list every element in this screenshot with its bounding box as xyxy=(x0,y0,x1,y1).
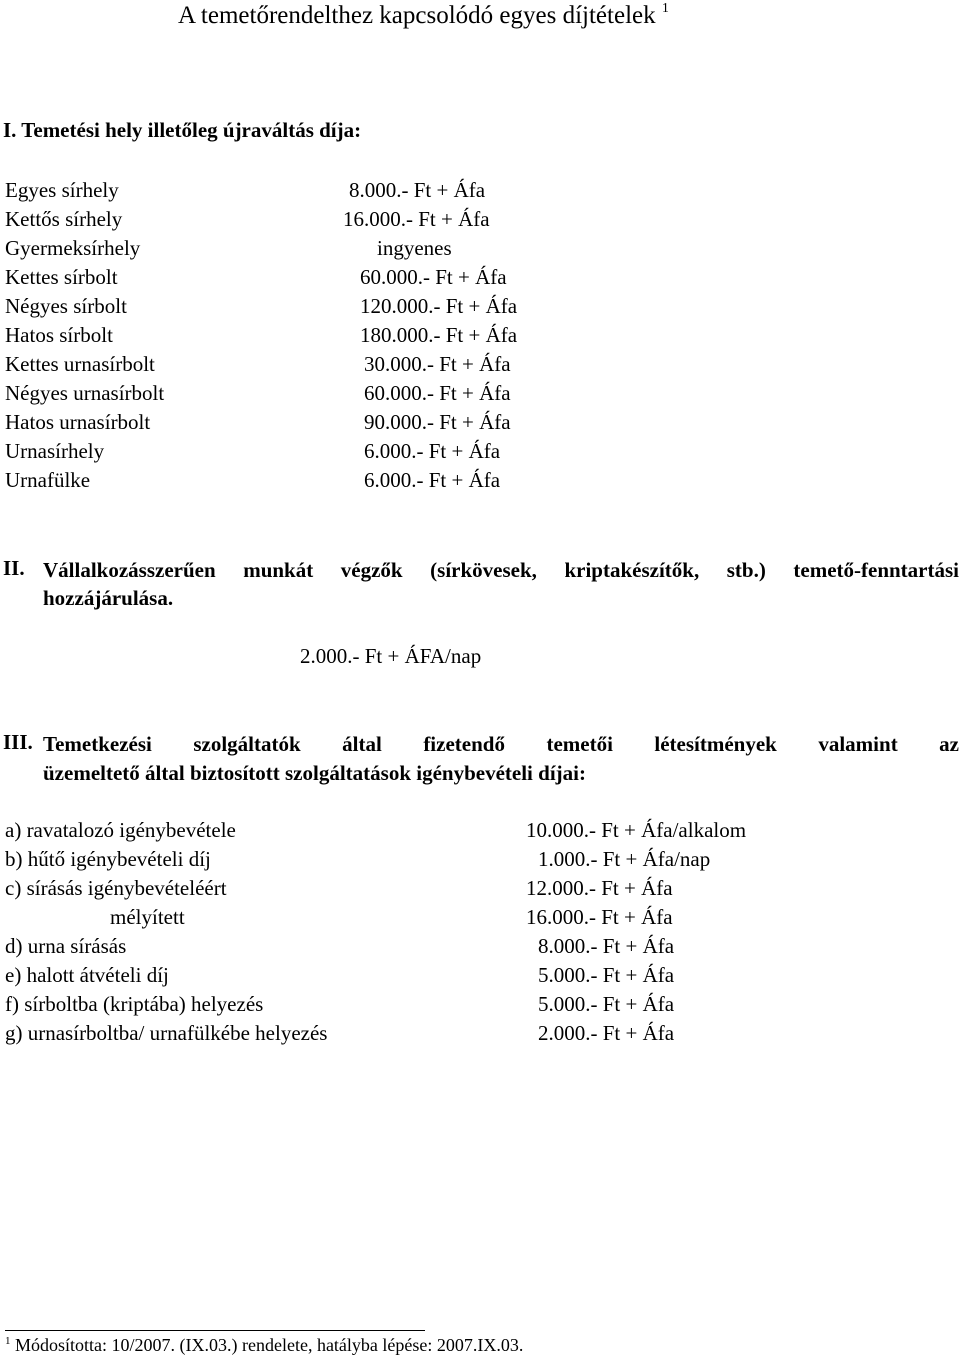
section3-label: e) halott átvételi díj xyxy=(5,963,169,987)
section1-label: Gyermeksírhely xyxy=(5,236,141,260)
section1-label: Négyes urnasírbolt xyxy=(5,381,165,405)
section1-label: Hatos urnasírbolt xyxy=(5,410,151,434)
title-footnote-mark: 1 xyxy=(661,0,669,16)
section1-value: 180.000.- Ft + Áfa xyxy=(360,323,518,347)
section2-value: 2.000.- Ft + ÁFA/nap xyxy=(300,644,482,668)
section3-heading-line1 xyxy=(43,730,959,759)
section1-label: Urnasírhely xyxy=(5,439,105,463)
section1-value: 120.000.- Ft + Áfa xyxy=(360,294,518,318)
section3-label: c) sírásás igénybevételéért xyxy=(5,876,227,900)
section3-value: 8.000.- Ft + Áfa xyxy=(538,934,675,958)
section3-label: a) ravatalozó igénybevétele xyxy=(5,818,236,842)
section1-value: 30.000.- Ft + Áfa xyxy=(364,352,511,376)
section2-number: II. xyxy=(3,556,25,580)
footnote-mark: 1 xyxy=(5,1335,11,1347)
section1-value: 6.000.- Ft + Áfa xyxy=(364,468,501,492)
section1-value: 60.000.- Ft + Áfa xyxy=(360,265,507,289)
section1-value: 6.000.- Ft + Áfa xyxy=(364,439,501,463)
section1-heading: I. Temetési hely illetőleg újraváltás díja: xyxy=(3,118,362,142)
section1-label: Hatos sírbolt xyxy=(5,323,113,347)
section2-heading: Vállalkozásszerűen munkát végzők (sírkövesek, kriptakészítők, stb.) temető-fenntartási hozzájárulása. xyxy=(43,558,959,610)
section3-heading-line1-text: Temetkezési szolgáltatók által fizetendő temetői létesítmények valamint az xyxy=(43,732,959,756)
footnote-text: Módosította: 10/2007. (IX.03.) rendelete, hatályba lépése: 2007.IX.03. xyxy=(15,1335,524,1355)
section1-value: 60.000.- Ft + Áfa xyxy=(364,381,511,405)
section3-values xyxy=(500,816,746,1048)
section3-heading xyxy=(43,730,959,788)
section3-label: b) hűtő igénybevételi díj xyxy=(5,847,211,871)
section1-label: Kettes urnasírbolt xyxy=(5,352,155,376)
section3-labels xyxy=(5,816,327,1048)
section1-value: 16.000.- Ft + Áfa xyxy=(343,207,490,231)
section3-value: 10.000.- Ft + Áfa/alkalom xyxy=(526,818,747,842)
section3-label: mélyített xyxy=(110,905,185,929)
document-title xyxy=(178,2,669,30)
section3-value: 5.000.- Ft + Áfa xyxy=(538,963,675,987)
section1-values xyxy=(343,176,589,495)
section1-label: Urnafülke xyxy=(5,468,91,492)
section1-label: Egyes sírhely xyxy=(5,178,119,202)
section1-label: Négyes sírbolt xyxy=(5,294,127,318)
section1-value: 90.000.- Ft + Áfa xyxy=(364,410,511,434)
section1-value: ingyenes xyxy=(377,236,452,260)
title-text: A temetőrendelthez kapcsolódó egyes díjtételek xyxy=(178,2,656,29)
section1-label: Kettős sírhely xyxy=(5,207,123,231)
section3-label: g) urnasírboltba/ urnafülkébe helyezés xyxy=(5,1021,328,1045)
section3-number: III. xyxy=(3,730,33,754)
section3-value: 2.000.- Ft + Áfa xyxy=(538,1021,675,1045)
section3-value: 5.000.- Ft + Áfa xyxy=(538,992,675,1016)
section3-label: f) sírboltba (kriptába) helyezés xyxy=(5,992,264,1016)
section1-value: 8.000.- Ft + Áfa xyxy=(349,178,486,202)
footnote-separator xyxy=(5,1330,425,1331)
section3-label: d) urna sírásás xyxy=(5,934,127,958)
section3-value: 16.000.- Ft + Áfa xyxy=(526,905,673,929)
section1-labels xyxy=(5,176,164,495)
section1-label: Kettes sírbolt xyxy=(5,265,118,289)
section3-value: 12.000.- Ft + Áfa xyxy=(526,876,673,900)
section3-value: 1.000.- Ft + Áfa/nap xyxy=(538,847,711,871)
section3-heading-line2: üzemeltető által biztosított szolgáltatások igénybevételi díjai: xyxy=(43,761,586,785)
footnote xyxy=(5,1335,523,1356)
